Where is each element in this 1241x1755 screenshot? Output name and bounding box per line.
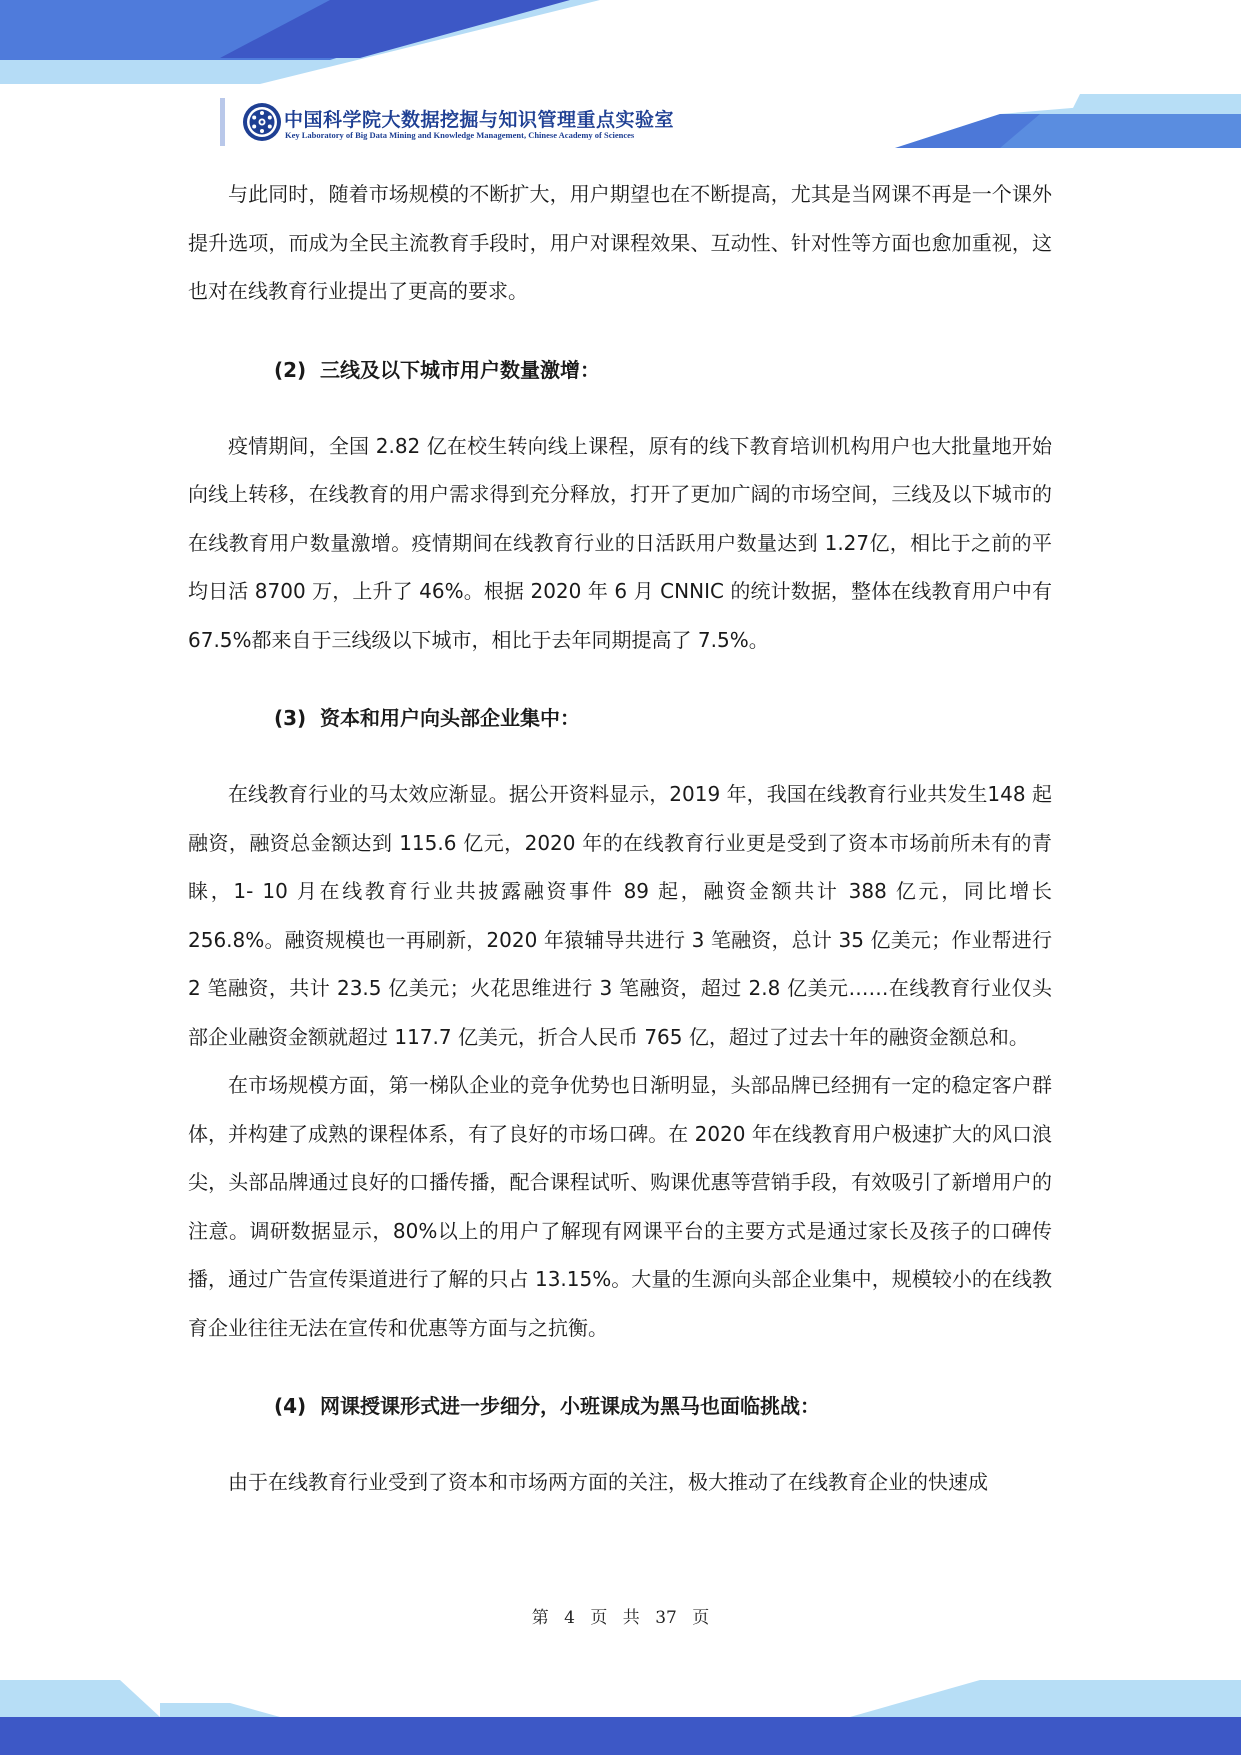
section-title: 三线及以下城市用户数量激增： bbox=[320, 357, 600, 382]
header-accent-bar bbox=[220, 98, 225, 146]
cas-emblem-icon bbox=[242, 102, 282, 142]
document-body bbox=[188, 170, 1052, 1507]
section-heading-3 bbox=[188, 694, 1052, 742]
paragraph-user-expectations: 与此同时，随着市场规模的不断扩大，用户期望也在不断提高，尤其是当网课不再是一个课外提升选项，而成为全民主流教育手段时，用户对课程效果、互动性、针对性等方面也愈加重视，这也对在线教育行业提出了更高的要求。 bbox=[188, 182, 1052, 303]
section-number: (3) bbox=[274, 706, 307, 730]
page-header bbox=[220, 98, 740, 148]
section-title: 资本和用户向头部企业集中： bbox=[320, 706, 580, 730]
paragraph-class-formats: 由于在线教育行业受到了资本和市场两方面的关注，极大推动了在线教育企业的快速成 bbox=[228, 1470, 988, 1494]
current-page: 4 bbox=[564, 1608, 575, 1628]
paragraph-lower-tier-users: 疫情期间，全国 2.82 亿在校生转向线上课程，原有的线下教育培训机构用户也大批量地开始向线上转移，在线教育的用户需求得到充分释放，打开了更加广阔的市场空间，三线及以下城市的在线教育用户数量激增。疫情期间在线教育行业的日活跃用户数量达到 1.27亿，相比于之前的平均日活 8700 万，上升了 46%。根据 2020 年 6 月 CNNIC 的统计数据，整体在线教育用户中有 67.5%都来自于三线级以下城市，相比于去年同期提高了 7.5%。 bbox=[188, 433, 1052, 652]
paragraph-market-scale: 在市场规模方面，第一梯队企业的竞争优势也日渐明显，头部品牌已经拥有一定的稳定客户群体，并构建了成熟的课程体系，有了良好的市场口碑。在 2020 年在线教育用户极速扩大的风口浪尖，头部品牌通过良好的口播传播，配合课程试听、购课优惠等营销手段，有效吸引了新增用户的注意。调研数据显示，80%以上的用户了解现有网课平台的主要方式是通过家长及孩子的口碑传播，通过广告宣传渠道进行了解的只占 13.15%。大量的生源向头部企业集中，规模较小的在线教育企业往往无法在宣传和优惠等方面与之抗衡。 bbox=[188, 1073, 1052, 1340]
section-heading-2 bbox=[188, 346, 1052, 394]
section-title: 网课授课形式进一步细分，小班课成为黑马也面临挑战： bbox=[320, 1394, 820, 1418]
section-number: (4) bbox=[274, 1394, 307, 1418]
section-number: (2) bbox=[274, 357, 307, 382]
org-name-chinese: 中国科学院大数据挖掘与知识管理重点实验室 bbox=[284, 109, 675, 131]
section-heading-4 bbox=[188, 1382, 1052, 1430]
page-number: 第 4 页 共 37 页 bbox=[531, 1608, 710, 1628]
total-pages: 37 bbox=[655, 1608, 677, 1628]
paragraph-capital-concentration: 在线教育行业的马太效应渐显。据公开资料显示，2019 年，我国在线教育行业共发生148 起融资，融资总金额达到 115.6 亿元，2020 年的在线教育行业更是受到了资本市场前所未有的青睐，1- 10 月在线教育行业共披露融资事件 89 起，融资金额共计 388 亿元，同比增长 256.8%。融资规模也一再刷新，2020 年猿辅导共进行 3 笔融资，总计 35 亿美元；作业帮进行 2 笔融资，共计 23.5 亿美元；火花思维进行 3 笔融资，超过 2.8 亿美元……在线教育行业仅头部企业融资金额就超过 117.7 亿美元，折合人民币 765 亿，超过了过去十年的融资金额总和。 bbox=[188, 782, 1052, 1049]
org-name-english: Key Laboratory of Big Data Mining and Knowledge Management, Chinese Academy of Sciences bbox=[285, 130, 635, 140]
